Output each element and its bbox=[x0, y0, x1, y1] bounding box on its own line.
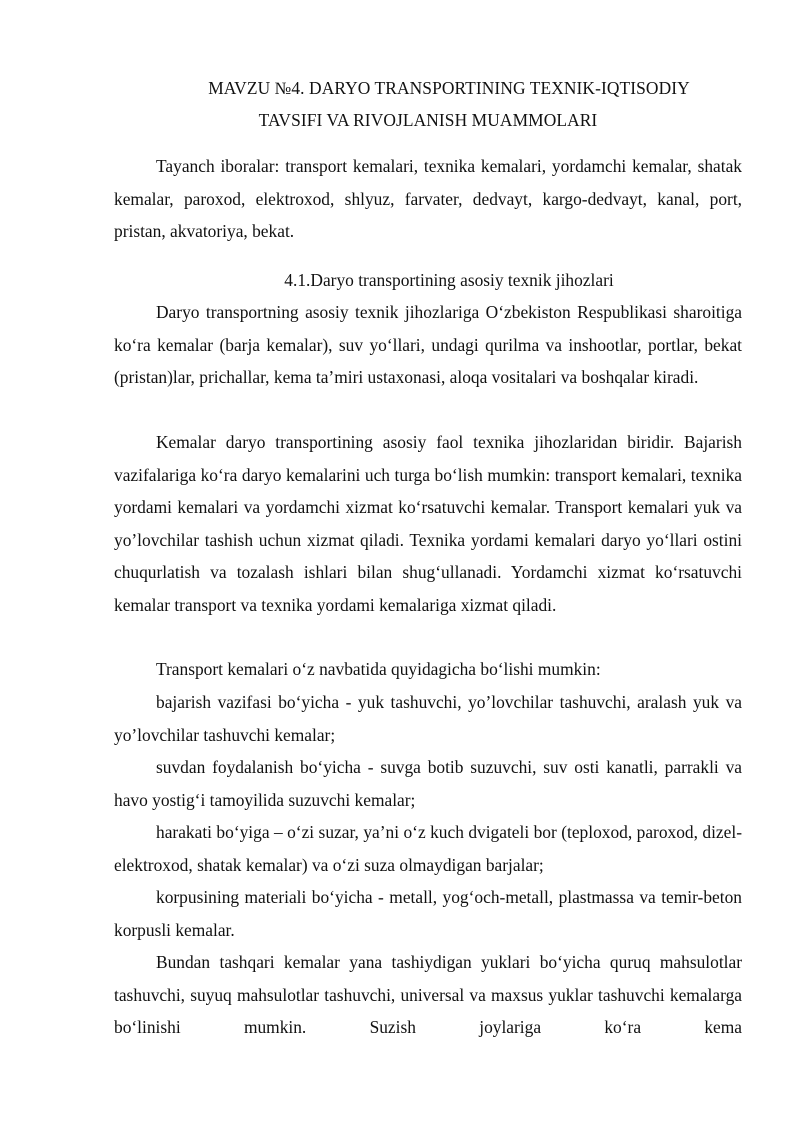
body-paragraph: Daryo transportning asosiy texnik jihozlariga O‘zbekiston Respublikasi sharoitiga ko‘ra kemalar (barja kemalar), suv yo‘llari, undagi qurilma va inshootlar, portlar, bekat (pristan)lar, prichallar, kema ta’miri ustaxonasi, aloqa vositalari va boshqalar kiradi. bbox=[114, 302, 742, 387]
page-title-line-2: TAVSIFI VA RIVOJLANISH MUAMMOLARI bbox=[258, 110, 598, 130]
list-paragraph: korpusining materiali bo‘yicha - metall, yog‘och-metall, plastmassa va temir-beton korpusli kemalar. bbox=[114, 887, 742, 940]
list-paragraph: bajarish vazifasi bo‘yicha - yuk tashuvchi, yo’lovchilar tashuvchi, aralash yuk va yo’lovchilar tashuvchi kemalar; bbox=[114, 692, 742, 745]
page-title-line-1: MAVZU №4. DARYO TRANSPORTINING TEXNIK-IQTISODIY bbox=[208, 78, 690, 98]
body-paragraph: Bundan tashqari kemalar yana tashiydigan yuklari bo‘yicha quruq mahsulotlar tashuvchi, suyuq mahsulotlar tashuvchi, universal va maxsus yuklar tashuvchi kemalarga bo‘linishi mumkin. Suzish joylariga ko‘ra kema bbox=[114, 952, 742, 1037]
section-heading: 4.1.Daryo transportining asosiy texnik jihozlari bbox=[284, 270, 614, 290]
list-paragraph: suvdan foydalanish bo‘yicha - suvga botib suzuvchi, suv osti kanatli, parrakli va havo yostig‘i tamoyilida suzuvchi kemalar; bbox=[114, 757, 742, 810]
list-paragraph: harakati bo‘yiga – o‘zi suzar, ya’ni o‘z kuch dvigateli bor (teploxod, paroxod, dizel-elektroxod, shatak kemalar) va o‘zi suza olmaydigan barjalar; bbox=[114, 822, 742, 875]
keywords-paragraph: Tayanch iboralar: transport kemalari, texnika kemalari, yordamchi kemalar, shatak kemalar, paroxod, elektroxod, shlyuz, farvater, dedvayt, kargo-dedvayt, kanal, port, pristan, akvatoriya, bekat. bbox=[114, 156, 742, 241]
body-paragraph: Kemalar daryo transportining asosiy faol texnika jihozlaridan biridir. Bajarish vazifalariga ko‘ra daryo kemalarini uch turga bo‘lish mumkin: transport kemalari, texnika yordami kemalari va yordamchi xizmat ko‘rsatuvchi kemalar. Transport kemalari yuk va yo’lovchilar tashish uchun xizmat qiladi. Texnika yordami kemalari daryo yo‘llari ostini chuqurlatish va tozalash ishlari bilan shug‘ullanadi. Yordamchi xizmat ko‘rsatuvchi kemalar transport va texnika yordami kemalariga xizmat qiladi. bbox=[114, 432, 742, 615]
body-paragraph: Transport kemalari o‘z navbatida quyidagicha bo‘lishi mumkin: bbox=[156, 659, 601, 679]
